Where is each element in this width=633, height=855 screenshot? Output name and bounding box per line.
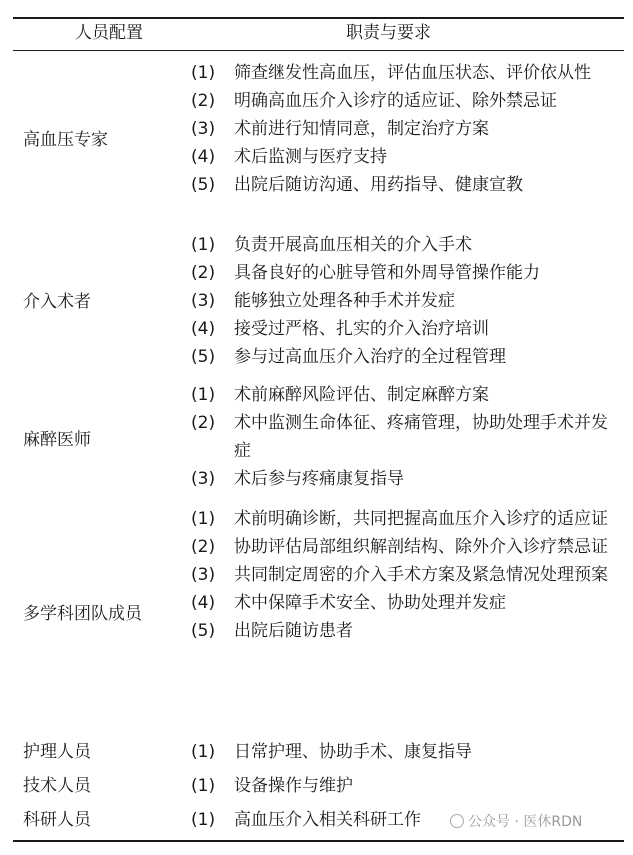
duty-text: 设备操作与维护 [234,776,353,796]
duty-item [191,505,616,533]
duty-text: 术后参与疼痛康复指导 [234,469,404,489]
duty-num: (5) [191,175,216,195]
duty-item [191,772,616,800]
duty-text: 具备良好的心脏导管和外周导管操作能力 [234,263,540,283]
duty-item [191,171,616,199]
duty-num: (2) [191,263,216,283]
header-rule [13,50,624,51]
duty-num: (3) [191,119,216,139]
duty-item [191,738,616,766]
duty-num: (2) [191,537,216,557]
duty-num: (1) [191,509,216,529]
duty-num: (5) [191,621,216,641]
staffing-table [13,17,624,843]
role-name: 麻醉医师 [23,430,91,450]
table-top-rule [13,17,624,19]
duty-text: 明确高血压介入诊疗的适应证、除外禁忌证 [234,91,557,111]
duty-item [191,315,616,343]
duty-item [191,143,616,171]
duty-num: (1) [191,385,216,405]
duty-list [191,231,616,371]
duty-text: 术前进行知情同意，制定治疗方案 [234,119,489,139]
duty-list [191,772,616,800]
duty-text: 出院后随访患者 [234,621,353,641]
duty-num: (1) [191,776,216,796]
duty-list [191,738,616,766]
duty-item [191,381,616,409]
duty-list [191,59,616,199]
duty-num: (3) [191,291,216,311]
watermark [450,812,582,832]
duty-num: (4) [191,593,216,613]
role-name: 高血压专家 [23,130,108,150]
duty-text: 参与过高血压介入治疗的全过程管理 [234,347,506,367]
duty-num: (1) [191,810,216,830]
duty-num: (5) [191,347,216,367]
duty-text: 术前麻醉风险评估、制定麻醉方案 [234,385,489,405]
duty-text: 能够独立处理各种手术并发症 [234,291,455,311]
role-name: 护理人员 [23,742,91,762]
duty-num: (1) [191,742,216,762]
duty-item [191,231,616,259]
duty-item [191,59,616,87]
duty-item [191,465,616,493]
header-role: 人员配置 [75,23,143,43]
duty-item [191,533,616,561]
duty-text: 高血压介入相关科研工作 [234,810,421,830]
role-name: 科研人员 [23,810,91,830]
header-duty: 职责与要求 [346,23,431,43]
duty-num: (4) [191,147,216,167]
duty-item [191,115,616,143]
duty-text: 日常护理、协助手术、康复指导 [234,742,472,762]
duty-text: 共同制定周密的介入手术方案及紧急情况处理预案 [234,565,608,585]
duty-text: 术中监测生命体征、疼痛管理，协助处理手术并发症 [234,413,608,461]
duty-num: (4) [191,319,216,339]
table-bottom-rule [13,840,624,842]
watermark-text: 公众号 · 医休RDN [468,814,583,830]
duty-num: (3) [191,469,216,489]
duty-item [191,259,616,287]
duty-list [191,381,616,493]
duty-text: 出院后随访沟通、用药指导、健康宣教 [234,175,523,195]
duty-item [191,617,616,645]
duty-text: 协助评估局部组织解剖结构、除外介入诊疗禁忌证 [234,537,608,557]
duty-text: 术前明确诊断，共同把握高血压介入诊疗的适应证 [234,509,608,529]
role-name: 技术人员 [23,776,91,796]
duty-item [191,343,616,371]
duty-text: 筛查继发性高血压，评估血压状态、评价依从性 [234,63,591,83]
duty-num: (1) [191,235,216,255]
duty-text: 负责开展高血压相关的介入手术 [234,235,472,255]
duty-text: 术后监测与医疗支持 [234,147,387,167]
duty-num: (1) [191,63,216,83]
duty-item [191,287,616,315]
duty-item [191,409,616,465]
role-name: 介入术者 [23,292,91,312]
duty-num: (2) [191,91,216,111]
duty-item [191,87,616,115]
wechat-icon [450,814,464,828]
duty-list [191,505,616,645]
duty-num: (2) [191,413,216,433]
duty-text: 术中保障手术安全、协助处理并发症 [234,593,506,613]
duty-num: (3) [191,565,216,585]
duty-item [191,589,616,617]
duty-item [191,561,616,589]
duty-text: 接受过严格、扎实的介入治疗培训 [234,319,489,339]
role-name: 多学科团队成员 [23,604,142,624]
